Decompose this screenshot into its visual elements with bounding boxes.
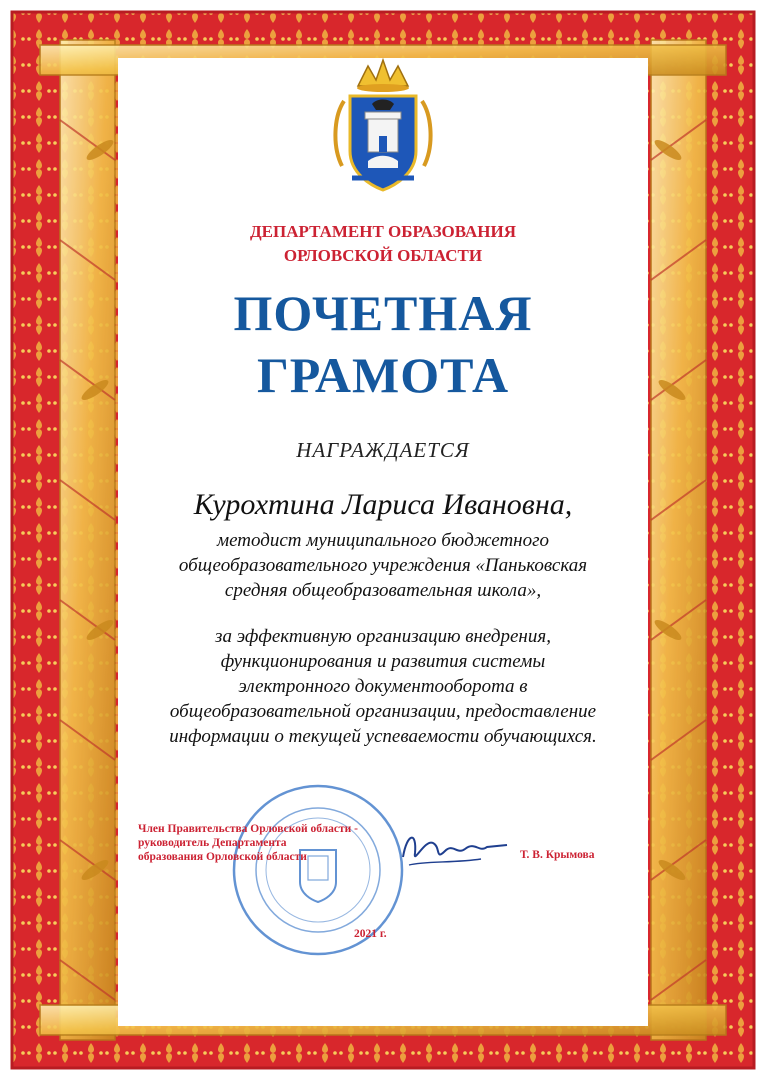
department-heading [0,220,766,268]
reason-line-2: функционирования и развития системы [220,651,546,672]
awarded-label: НАГРАЖДАЕТСЯ [296,438,470,462]
title-line-1: ПОЧЕТНАЯ [233,285,533,341]
department-line-2: ОРЛОВСКОЙ ОБЛАСТИ [283,246,483,265]
position-line-3: средняя общеобразовательная школа», [224,580,542,601]
reason-line-3: электронного документооборота в [238,676,528,697]
title-line-2: ГРАМОТА [256,347,510,403]
signatory-role-line-3: образования Орловской области [138,851,307,863]
certificate-title [0,282,766,406]
position-line-2: общеобразовательного учреждения «Паньковская [178,555,588,576]
recipient-position [0,528,766,603]
signatory-role [138,822,418,864]
reason-line-1: за эффективную организацию внедрения, [215,626,551,647]
signatory-name: Т. В. Крымова [520,849,595,861]
signatory-role-line-2: руководитель Департамента [138,837,287,849]
coat-of-arms-emblem [322,56,444,196]
reason-line-4: общеобразовательной организации, предоставление [169,701,597,722]
recipient-name: Курохтина Лариса Ивановна, [193,488,573,521]
award-reason [0,624,766,749]
signatory-role-line-1: Член Правительства Орловской области - [138,823,358,835]
position-line-1: методист муниципального бюджетного [216,530,550,551]
signature-year: 2021 г. [354,928,387,940]
department-line-1: ДЕПАРТАМЕНТ ОБРАЗОВАНИЯ [249,222,517,241]
reason-line-5: информации о текущей успеваемости обучающихся. [169,726,597,747]
